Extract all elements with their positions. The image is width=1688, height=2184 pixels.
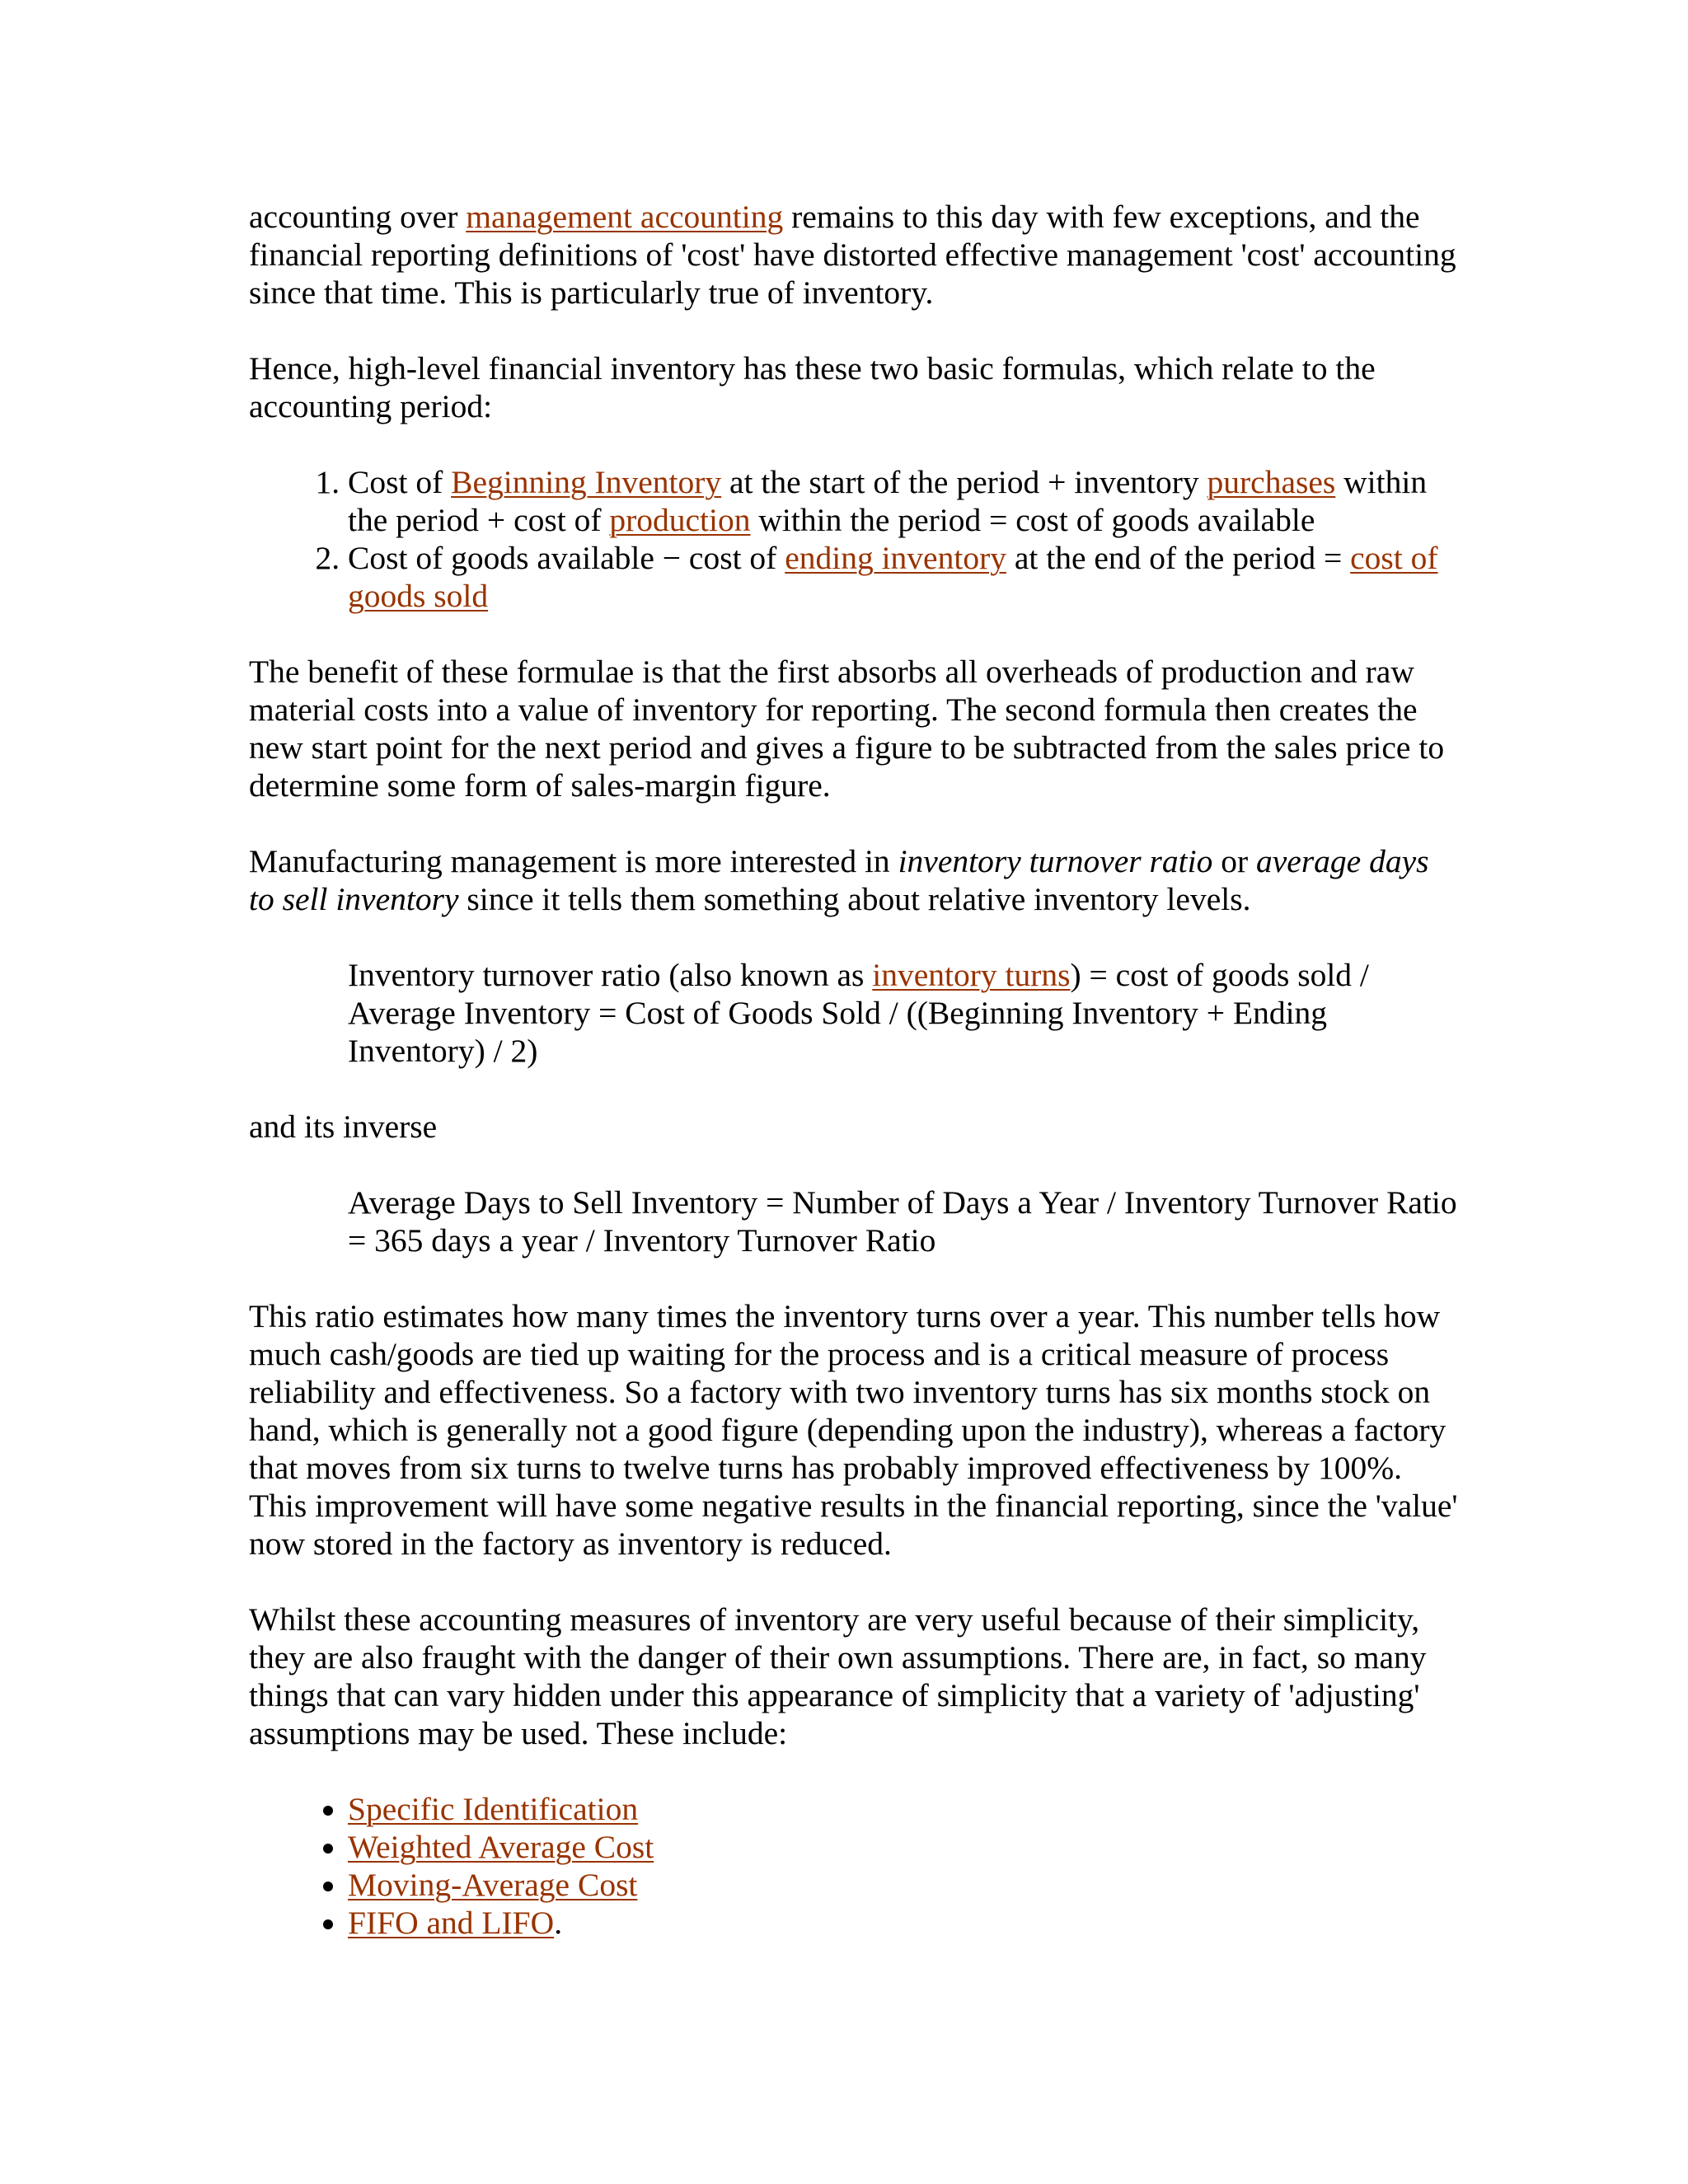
paragraph-manufacturing-management — [249, 842, 1461, 918]
document-page — [249, 198, 1461, 1942]
text: within the period = cost of goods available — [750, 502, 1315, 538]
formula-item-cost-of-goods-available — [348, 463, 1461, 539]
text: ) = cost of goods sold / Average Inventory = Cost of Goods Sold / ((Beginning Inventory + Ending Inventory) / 2) — [348, 957, 1369, 1069]
text: within the period + cost of — [348, 464, 1428, 538]
term-average-days-to-sell: average days to sell inventory — [249, 843, 1429, 917]
formula-inventory-turnover — [348, 956, 1461, 1070]
term-inventory-turnover-ratio: inventory turnover ratio — [898, 843, 1213, 879]
paragraph-ratio-estimates: This ratio estimates how many times the inventory turns over a year. This number tells how much cash/goods are tied up waiting for the process and is a critical measure of process reliability and effectiveness. So a factory with two inventory turns has six months stock on hand, which is generally not a good figure (depending upon the industry), whereas a factory that moves from six turns to twelve turns has probably improved effectiveness by 100%. This improvement will have some negative results in the financial reporting, since the 'value' now stored in the factory as inventory is reduced. — [249, 1298, 1458, 1562]
assumption-list — [249, 1790, 1461, 1942]
paragraph-formula-benefit: The benefit of these formulae is that the first absorbs all overheads of production and raw material costs into a value of inventory for reporting. The second formula then creates the new start point for the next period and gives a figure to be subtracted from the sales price to determine some form of sales-margin figure. — [249, 654, 1445, 804]
link-ending-inventory[interactable]: ending inventory — [785, 540, 1006, 576]
text: Cost of — [348, 464, 452, 500]
paragraph-assumptions-intro: Whilst these accounting measures of inventory are very useful because of their simplicity, they are also fraught with the danger of their own assumptions. There are, in fact, so many things that can vary hidden under this appearance of simplicity that a variety of 'adjusting' assumptions may be used. These include: — [249, 1601, 1427, 1751]
paragraph-inverse: and its inverse — [249, 1108, 438, 1145]
text: Inventory turnover ratio (also known as — [348, 957, 873, 993]
link-moving-average-cost[interactable]: Moving-Average Cost — [348, 1867, 638, 1903]
link-cost-of-goods-sold[interactable]: cost of goods sold — [348, 540, 1438, 614]
link-fifo-and-lifo[interactable]: FIFO and LIFO — [348, 1905, 555, 1941]
text: Manufacturing management is more interested in — [249, 843, 898, 879]
paragraph-accounting-history — [249, 198, 1461, 312]
list-item — [348, 1866, 1461, 1904]
text: since it tells them something about relative inventory levels. — [458, 881, 1251, 917]
text: remains to this day with few exceptions, and the financial reporting definitions of 'cost' have distorted effective management 'cost' accounting since that time. This is particularly true of inventory. — [249, 199, 1456, 311]
link-beginning-inventory[interactable]: Beginning Inventory — [451, 464, 722, 500]
link-management-accounting[interactable]: management accounting — [466, 199, 784, 235]
formula-list — [249, 463, 1461, 615]
paragraph-basic-formulas-intro: Hence, high-level financial inventory has these two basic formulas, which relate to the accounting period: — [249, 350, 1376, 424]
link-purchases[interactable]: purchases — [1207, 464, 1336, 500]
text: or — [1212, 843, 1256, 879]
link-weighted-average-cost[interactable]: Weighted Average Cost — [348, 1829, 654, 1865]
list-item — [348, 1904, 1461, 1942]
list-item — [348, 1790, 1461, 1828]
text: . — [554, 1905, 563, 1941]
text: at the start of the period + inventory — [721, 464, 1207, 500]
text: Cost of goods available − cost of — [348, 540, 785, 576]
formula-average-days-to-sell: Average Days to Sell Inventory = Number of Days a Year / Inventory Turnover Ratio = 365 days a year / Inventory Turnover Ratio — [348, 1184, 1457, 1258]
link-specific-identification[interactable]: Specific Identification — [348, 1791, 639, 1827]
text: accounting over — [249, 199, 467, 235]
link-inventory-turns[interactable]: inventory turns — [872, 957, 1071, 993]
text: at the end of the period = — [1006, 540, 1351, 576]
link-production[interactable]: production — [609, 502, 751, 538]
list-item — [348, 1828, 1461, 1866]
formula-item-cost-of-goods-sold — [348, 539, 1461, 615]
